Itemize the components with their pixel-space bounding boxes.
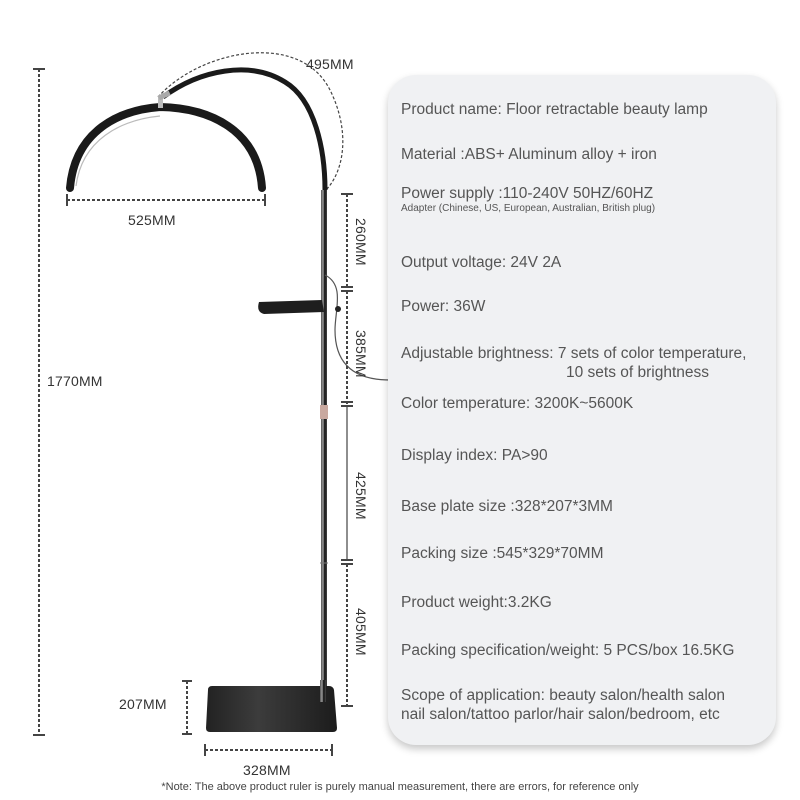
dim-label-tray-section: 385MM <box>353 330 369 378</box>
spec-packing-specification: Packing specification/weight: 5 PCS/box 16.5KG <box>401 642 735 659</box>
dim-label-upper-section: 260MM <box>353 218 369 266</box>
dim-line-base-width <box>205 744 332 756</box>
lamp-arm <box>163 70 325 190</box>
dim-label-lower-section: 405MM <box>353 608 369 656</box>
dim-line-lamp-width <box>67 194 265 206</box>
dim-label-total-height: 1770MM <box>47 373 103 389</box>
dim-label-arm: 495MM <box>306 56 354 72</box>
dim-label-base-width: 328MM <box>243 762 291 778</box>
spec-scope-of-application-line2: nail salon/tattoo parlor/hair salon/bedroom, etc <box>401 706 720 723</box>
dim-line-segments <box>341 194 353 706</box>
spec-display-index: Display index: PA>90 <box>401 447 548 464</box>
dim-label-middle-section: 425MM <box>353 472 369 520</box>
lamp-halfring <box>70 107 262 188</box>
spec-power-supply-adapter: Adapter (Chinese, US, European, Australian, British plug) <box>401 203 656 214</box>
dim-line-total-height <box>33 69 45 735</box>
spec-packing-size: Packing size :545*329*70MM <box>401 545 604 562</box>
dim-label-base-depth: 207MM <box>119 696 167 712</box>
spec-product-weight: Product weight:3.2KG <box>401 594 552 611</box>
footer-note: *Note: The above product ruler is purely manual measurement, there are errors, for reference only <box>161 781 639 793</box>
spec-product-name: Product name: Floor retractable beauty lamp <box>401 101 708 118</box>
specs-panel <box>388 75 776 745</box>
dim-label-lamp-width: 525MM <box>128 212 176 228</box>
lamp-base <box>206 686 337 732</box>
spec-power-supply: Power supply :110-240V 50HZ/60HZ <box>401 185 654 202</box>
spec-color-temperature: Color temperature: 3200K~5600K <box>401 395 634 412</box>
pole-joint <box>320 405 328 419</box>
lamp-pole <box>321 190 327 690</box>
spec-base-plate-size: Base plate size :328*207*3MM <box>401 498 613 515</box>
dim-line-base-depth <box>182 681 192 734</box>
tray <box>258 300 324 314</box>
spec-material: Material :ABS+ Aluminum alloy + iron <box>401 146 657 163</box>
spec-power: Power: 36W <box>401 298 486 315</box>
spec-scope-of-application: Scope of application: beauty salon/health salon <box>401 687 726 704</box>
spec-brightness: Adjustable brightness: 7 sets of color temperature, <box>401 345 747 362</box>
spec-brightness-line2: 10 sets of brightness <box>566 364 710 381</box>
spec-output-voltage: Output voltage: 24V 2A <box>401 254 562 271</box>
